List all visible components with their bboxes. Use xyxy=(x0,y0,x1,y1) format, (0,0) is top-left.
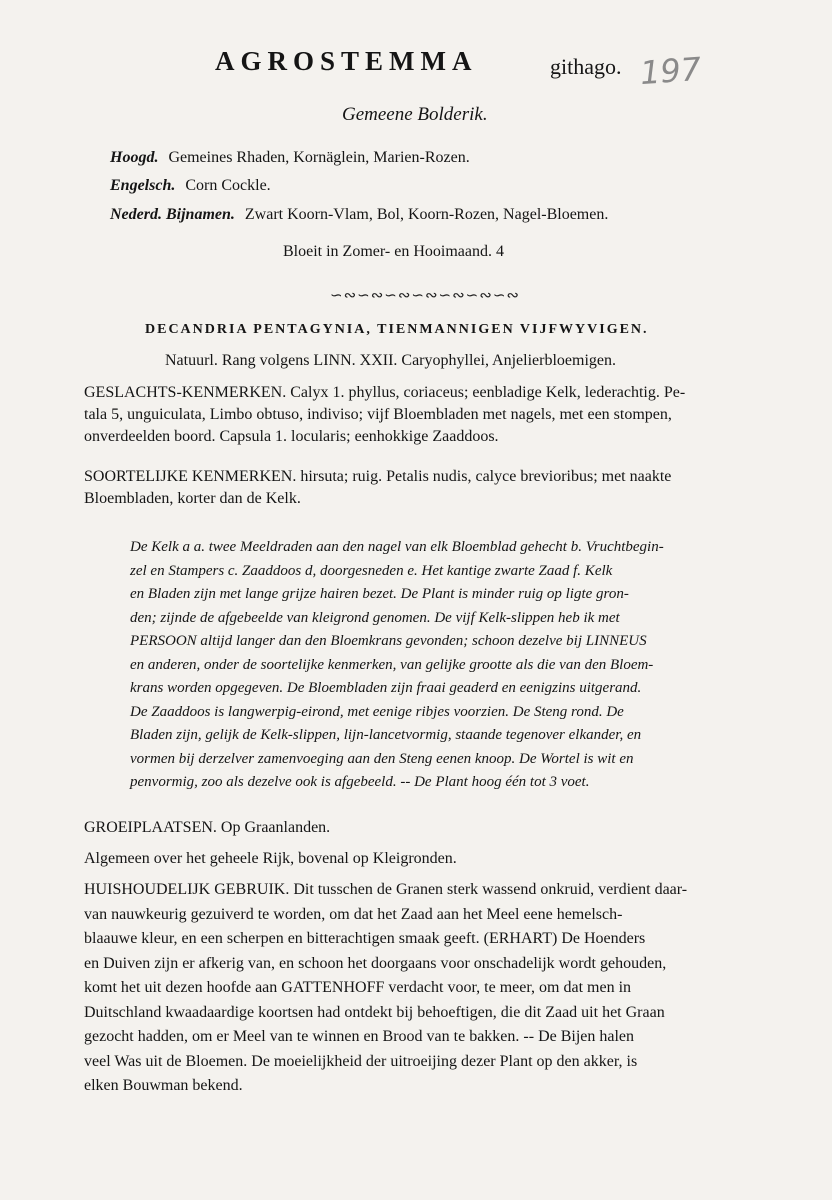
habitat-line: GROEIPLAATSEN. Op Graanlanden. xyxy=(84,819,331,836)
distribution xyxy=(84,848,784,870)
classification: DECANDRIA PENTAGYNIA, TIENMANNIGEN VIJFWYVIGEN. xyxy=(145,322,649,337)
genus-characteristics xyxy=(84,382,784,448)
natural-rank: Natuurl. Rang volgens LINN. XXII. Caryophyllei, Anjelierbloemigen. xyxy=(165,352,617,369)
household-line: Duitschland kwaadaardige koortsen had ontdekt bij behoeftigen, die dit Zaad uit het Graan xyxy=(84,1003,665,1021)
household-line: gezocht hadden, om er Meel van te winnen en Brood van te bakken. -- De Bijen halen xyxy=(84,1028,635,1045)
household-line: veel Was uit de Bloemen. De moeielijkheid der uitroeijing dezer Plant op den akker, is xyxy=(84,1052,638,1070)
name-english xyxy=(110,177,271,195)
ornament-divider: ∽∾∽∾∽∾∽∾∽∾∽∾∽∾ xyxy=(330,286,520,304)
description-line: zel en Stampers c. Zaaddoos d, doorgesneden e. Het kantige zwarte Zaad f. Kelk xyxy=(130,562,613,579)
name-dutch xyxy=(110,206,608,224)
household-line: en Duiven zijn er afkerig van, en schoon het doorgaans voor onschadelijk wordt gehouden, xyxy=(84,954,667,972)
name-german-label: Hoogd. xyxy=(110,149,159,166)
household-line: van nauwkeurig gezuiverd te worden, om dat het Zaad aan het Meel eene hemelsch- xyxy=(84,905,623,923)
plant-description xyxy=(130,536,790,795)
genus-line: onverdeelden boord. Capsula 1. locularis; eenhokkige Zaaddoos. xyxy=(84,428,499,445)
genus-line: tala 5, unguiculata, Limbo obtuso, indiviso; vijf Bloembladen met nagels, met een stompen, xyxy=(84,406,672,423)
name-english-text: Corn Cockle. xyxy=(185,177,271,194)
genus-line: GESLACHTS-KENMERKEN. Calyx 1. phyllus, coriaceus; eenbladige Kelk, lederachtig. Pe- xyxy=(84,384,686,401)
description-line: en anderen, onder de soortelijke kenmerken, van gelijke grootte als die van den Bloem- xyxy=(130,656,654,673)
name-dutch-text: Zwart Koorn-Vlam, Bol, Koorn-Rozen, Nagel-Bloemen. xyxy=(244,206,609,223)
species-name: githago. xyxy=(550,54,622,79)
name-dutch-label: Nederd. Bijnamen. xyxy=(110,206,235,223)
name-english-label: Engelsch. xyxy=(110,177,176,194)
description-line: den; zijnde de afgebeelde van kleigrond genomen. De vijf Kelk-slippen heb ik met xyxy=(130,609,620,626)
description-line: De Zaaddoos is langwerpig-eirond, met eenige ribjes voorzien. De Steng rond. De xyxy=(130,703,624,720)
handwritten-page-number: 197 xyxy=(638,49,703,93)
description-line: PERSOON altijd langer dan den Bloemkrans gevonden; schoon dezelve bij LINNEUS xyxy=(130,633,647,649)
description-line: Bladen zijn, gelijk de Kelk-slippen, lijn-lancetvormig, staande tegenover elkander, en xyxy=(130,727,642,743)
household-line: komt het uit dezen hoofde aan GATTENHOFF verdacht voor, te meer, om dat men in xyxy=(84,979,632,996)
distribution-line: Algemeen over het geheele Rijk, bovenal op Kleigronden. xyxy=(84,850,457,867)
habitat xyxy=(84,817,784,839)
page-subtitle: Gemeene Bolderik. xyxy=(342,104,488,125)
species-line: SOORTELIJKE KENMERKEN. hirsuta; ruig. Petalis nudis, calyce brevioribus; met naakte xyxy=(84,468,672,485)
household-line: elken Bouwman bekend. xyxy=(84,1077,243,1094)
household-line: HUISHOUDELIJK GEBRUIK. Dit tusschen de Granen sterk wassend onkruid, verdient daar- xyxy=(84,881,688,898)
description-line: en Bladen zijn met lange grijze hairen bezet. De Plant is minder ruig op ligte gron- xyxy=(130,586,629,602)
flowering-time: Bloeit in Zomer- en Hooimaand. 4 xyxy=(283,243,504,260)
name-german-text: Gemeines Rhaden, Kornäglein, Marien-Rozen. xyxy=(168,149,470,166)
species-characteristics xyxy=(84,466,784,510)
description-line: krans worden opgegeven. De Bloembladen zijn fraai geaderd en eenigzins uitgerand. xyxy=(130,680,642,696)
household-use xyxy=(84,878,784,1099)
description-line: vormen bij derzelver zamenvoeging aan den Steng eenen knoop. De Wortel is wit en xyxy=(130,750,634,767)
page-title: AGROSTEMMA xyxy=(215,46,478,76)
description-line: penvormig, zoo als dezelve ook is afgebeeld. -- De Plant hoog één tot 3 voet. xyxy=(130,774,590,790)
species-line: Bloembladen, korter dan de Kelk. xyxy=(84,490,301,507)
household-line: blaauwe kleur, en een scherpen en bitterachtigen smaak geeft. (ERHART) De Hoenders xyxy=(84,930,646,947)
name-german xyxy=(110,149,470,167)
description-line: De Kelk a a. twee Meeldraden aan den nagel van elk Bloemblad gehecht b. Vruchtbegin- xyxy=(130,539,664,555)
